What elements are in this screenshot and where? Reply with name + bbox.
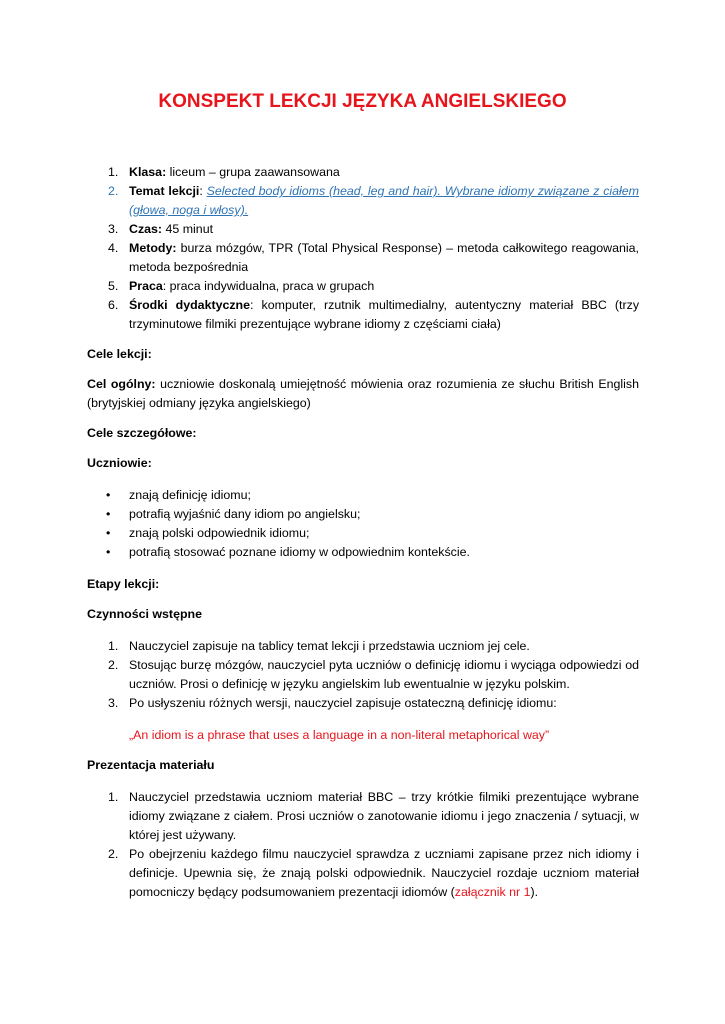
lesson-info-list [87,163,639,334]
list-item [87,296,639,334]
presentation-steps-list [87,788,639,902]
topic-separator: : [199,184,207,198]
list-item [87,277,639,296]
list-number: 1. [108,165,119,179]
list-item: 1. Nauczyciel przedstawia uczniom materiał BBC – trzy krótkie filmiki prezentujące wybrane idiomy związane z ciałem. Prosi uczniów o zanotowanie idiomu i jego znaczenia / sytuacji, w której jest używany. [108,790,639,842]
list-item: • znają polski odpowiednik idiomu; [87,524,639,543]
detailed-goals-heading: Cele szczegółowe: [87,426,197,440]
intro-steps-list [87,637,639,713]
student-goals-list [87,486,639,562]
idiom-definition-quote: „An idiom is a phrase that uses a language in a non-literal metaphorical way” [129,728,550,742]
list-item: • potrafią stosować poznane idiomy w odpowiednim kontekście. [87,543,639,562]
bullet-icon: • [106,545,111,559]
list-number: 5. [108,279,119,293]
general-goal-text: uczniowie doskonalą umiejętność mówienia oraz rozumienia ze słuchu British English (brytyjskiej odmiany języka angielskiego) [87,377,639,410]
work-value: : praca indywidualna, praca w grupach [162,279,375,293]
list-item: 1. Nauczyciel zapisuje na tablicy temat lekcji i przedstawia uczniom jej cele. [108,639,530,653]
document-title: KONSPEKT LEKCJI JĘZYKA ANGIELSKIEGO [158,91,567,112]
topic-link[interactable]: Selected body idioms (head, leg and hair). Wybrane idiomy związane z ciałem (głowa, noga i włosy). [129,184,639,217]
list-number: 6. [108,298,119,312]
bullet-icon: • [106,526,111,540]
goals-heading: Cele lekcji: [87,347,152,361]
methods-value: burza mózgów, TPR (Total Physical Response) – metoda całkowitego reagowania, metoda bezpośrednia [129,241,639,274]
time-value: 45 minut [162,222,214,236]
list-item: 2. Stosując burzę mózgów, nauczyciel pyta uczniów o definicję idiomu i wyciąga odpowiedzi od uczniów. Prosi o definicję w języku angielskim lub ewentualnie w języku polskim. [108,658,639,691]
work-label: Praca [129,279,163,293]
resources-value: : komputer, rzutnik multimedialny, autentyczny materiał BBC (trzy trzyminutowe filmiki prezentujące wybrane idiomy z częściami ciała) [129,298,640,331]
list-item: 3. Po usłyszeniu różnych wersji, nauczyciel zapisuje ostateczną definicję idiomu: [108,696,557,710]
appendix-reference: załącznik nr 1 [454,885,531,899]
list-number: 3. [108,222,119,236]
presentation-heading: Prezentacja materiału [87,758,215,772]
list-item [87,239,639,277]
time-label: Czas: [129,222,163,236]
class-value: liceum – grupa zaawansowana [166,165,340,179]
students-heading: Uczniowie: [87,456,152,470]
methods-label: Metody: [129,241,177,255]
list-number: 4. [108,241,119,255]
class-label: Klasa: [129,165,167,179]
list-item [87,163,639,182]
stages-heading: Etapy lekcji: [87,577,160,591]
list-item [87,220,639,239]
list-item [87,182,639,220]
list-item: • potrafią wyjaśnić dany idiom po angielsku; [87,505,639,524]
topic-label: Temat lekcji [129,184,200,198]
bullet-icon: • [106,507,111,521]
resources-label: Środki dydaktyczne [129,298,251,312]
list-number: 2. [108,184,119,198]
general-goal [87,375,639,413]
list-item: • znają definicję idiomu; [87,486,639,505]
document-body [87,163,639,902]
general-goal-label: Cel ogólny: [87,377,156,391]
list-item: 2. Po obejrzeniu każdego filmu nauczyciel sprawdza z uczniami zapisane przez nich idiomy i definicje. Upewnia się, że znają polski odpowiednik. Nauczyciel rozdaje uczniom materiał pomocniczy będący podsumowaniem prezentacji idiomów (załącznik nr 1). [108,847,639,899]
intro-heading: Czynności wstępne [87,607,202,621]
bullet-icon: • [106,488,111,502]
